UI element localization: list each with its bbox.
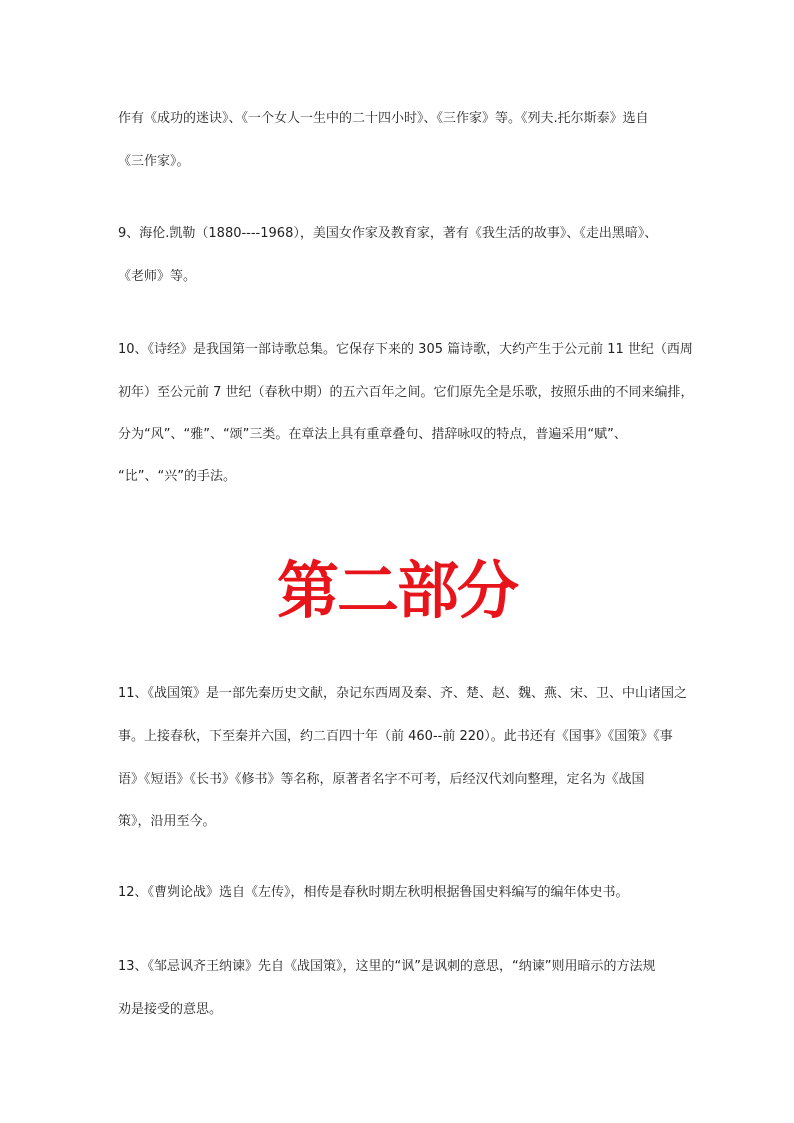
paragraph-line: 9、海伦.凯勒（1880----1968），美国女作家及教育家，著有《我生活的故事》、《走出黑暗》、 xyxy=(118,226,658,241)
section-heading: 第二部分 xyxy=(276,554,517,627)
paragraph-line: 10、《诗经》是我国第一部诗歌总集。它保存下来的 305 篇诗歌，大约产生于公元前 11 世纪（西周 xyxy=(118,342,693,357)
paragraph-line: 12、《曹刿论战》选自《左传》，相传是春秋时期左秋明根据鲁国史料编写的编年体史书。 xyxy=(118,885,629,900)
paragraph-line: 策》，沿用至今。 xyxy=(118,814,216,829)
paragraph-line: 11、《战国策》是一部先秦历史文献，杂记东西周及秦、齐、楚、赵、魏、燕、宋、卫、中山诸国之 xyxy=(118,686,688,701)
paragraph-line: 初年）至公元前 7 世纪（春秋中期）的五六百年之间。它们原先全是乐歌，按照乐曲的不同来编排， xyxy=(118,385,694,400)
paragraph-line: 《三作家》。 xyxy=(118,154,190,169)
paragraph-line: 13、《邹忌讽齐王纳谏》先自《战国策》，这里的“讽”是讽刺的意思，“纳谏”则用暗示的方法规 xyxy=(118,959,656,974)
paragraph-line: 事。上接春秋，下至秦并六国，约二百四十年（前 460--前 220）。此书还有《国事》《国策》《事 xyxy=(118,729,673,744)
paragraph-line: “比”、“兴”的手法。 xyxy=(118,469,236,484)
paragraph-line: 劝是接受的意思。 xyxy=(118,1002,223,1017)
paragraph-line: 作有《成功的迷诀》、《一个女人一生中的二十四小时》、《三作家》等。《列夫.托尔斯泰》选自 xyxy=(118,111,649,126)
paragraph-line: 《老师》等。 xyxy=(118,269,197,284)
paragraph-line: 语》《短语》《长书》《修书》等名称，原著者名字不可考，后经汉代刘向整理，定名为《战国 xyxy=(118,772,645,787)
paragraph-line: 分为“风”、“雅”、“颂”三类。在章法上具有重章叠句、措辞咏叹的特点，普遍采用“赋”、 xyxy=(118,427,627,442)
